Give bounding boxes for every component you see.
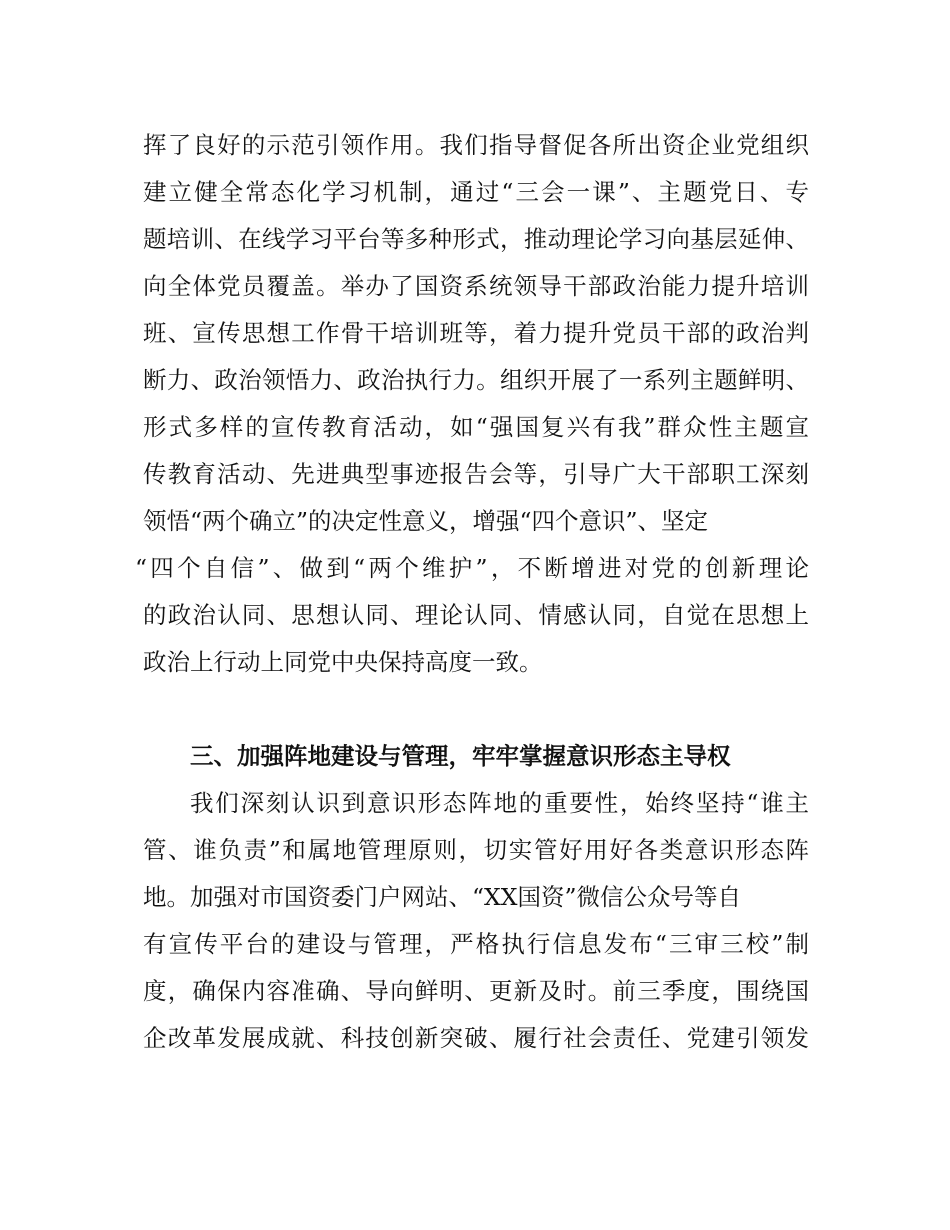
text-line: 我们深刻认识到意识形态阵地的重要性，始终坚持“谁主 (190, 789, 809, 817)
section-heading: 三、加强阵地建设与管理，牢牢掌握意识形态主导权 (190, 742, 731, 770)
text-line: 向全体党员覆盖。举办了国资系统领导干部政治能力提升培训 (143, 272, 809, 300)
text-line: 有宣传平台的建设与管理，严格执行信息发布“三审三校”制 (143, 930, 809, 958)
text-line: 管、谁负责”和属地管理原则，切实管好用好各类意识形态阵 (143, 836, 809, 864)
text-line: 传教育活动、先进典型事迹报告会等，引导广大干部职工深刻 (143, 460, 809, 488)
text-line: 形式多样的宣传教育活动，如“强国复兴有我”群众性主题宣 (143, 413, 809, 441)
text-line: 建立健全常态化学习机制，通过“三会一课”、主题党日、专 (143, 178, 809, 206)
text-line: 地。加强对市国资委门户网站、“XX国资”微信公众号等自 (143, 883, 741, 911)
text-line: 断力、政治领悟力、政治执行力。组织开展了一系列主题鲜明、 (143, 366, 809, 394)
text-line: 领悟“两个确立”的决定性意义，增强“四个意识”、坚定 (143, 507, 709, 535)
text-line: 度，确保内容准确、导向鲜明、更新及时。前三季度，围绕国 (143, 977, 809, 1005)
text-line: 挥了良好的示范引领作用。我们指导督促各所出资企业党组织 (143, 131, 809, 159)
text-line: 企改革发展成就、科技创新突破、履行社会责任、党建引领发 (143, 1024, 809, 1052)
text-line: “四个自信”、做到“两个维护”，不断增进对党的创新理论 (135, 554, 809, 582)
text-line: 题培训、在线学习平台等多种形式，推动理论学习向基层延伸、 (143, 225, 809, 253)
text-line: 的政治认同、思想认同、理论认同、情感认同，自觉在思想上 (143, 601, 809, 629)
text-line: 班、宣传思想工作骨干培训班等，着力提升党员干部的政治判 (143, 319, 809, 347)
text-line: 政治上行动上同党中央保持高度一致。 (143, 648, 543, 676)
